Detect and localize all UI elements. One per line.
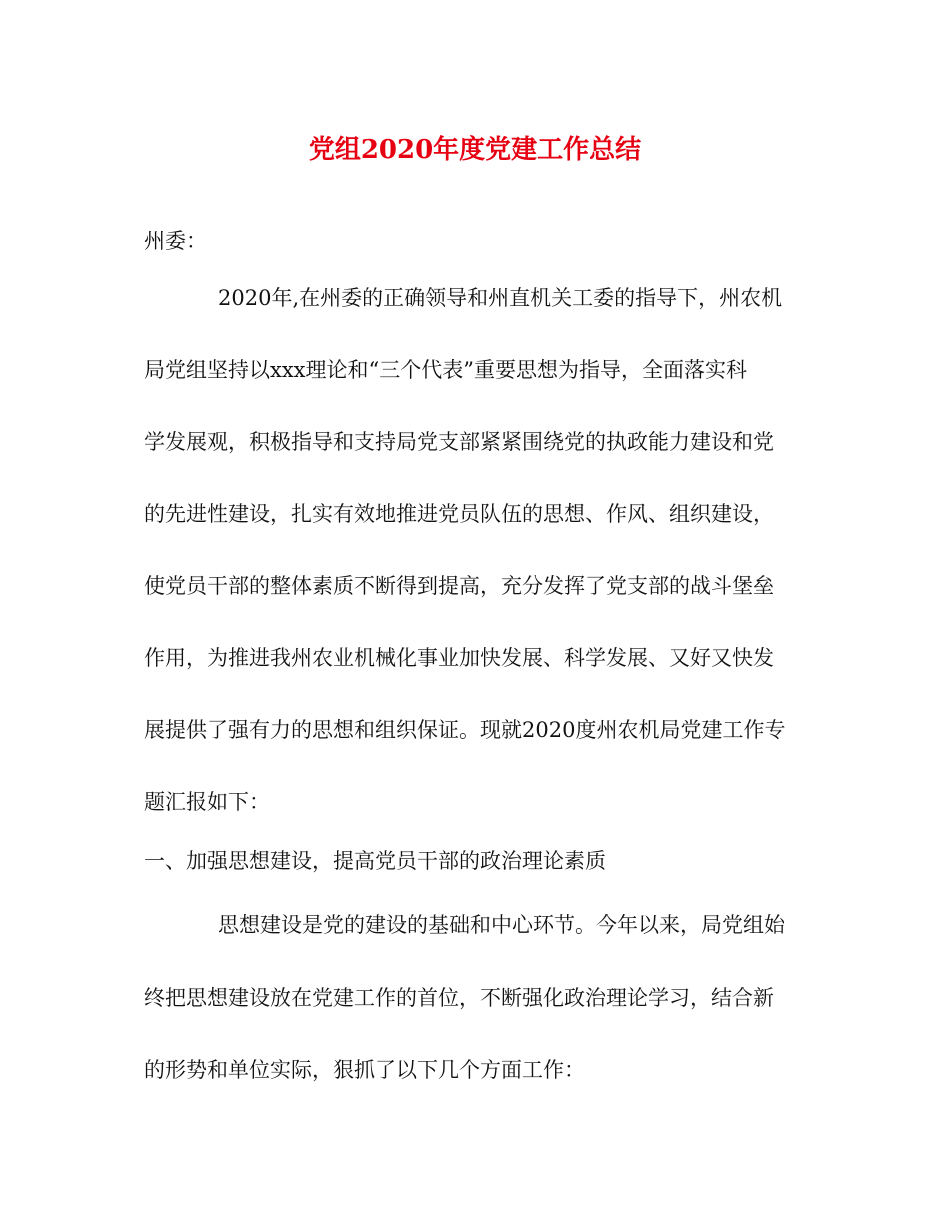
paragraph-line: 的先进性建设，扎实有效地推进党员队伍的思想、作风、组织建设， xyxy=(144,502,774,526)
paragraph-line: 学发展观，积极指导和支持局党支部紧紧围绕党的执政能力建设和党 xyxy=(144,430,774,454)
paragraph-line: 展提供了强有力的思想和组织保证。现就2020度州农机局党建工作专 xyxy=(144,718,786,742)
document-title: 党组2020年度党建工作总结 xyxy=(308,135,642,165)
paragraph-line: 2020年,在州委的正确领导和州直机关工委的指导下，州农机 xyxy=(218,286,783,310)
paragraph-line: 的形势和单位实际，狠抓了以下几个方面工作： xyxy=(144,1058,585,1082)
paragraph-line: 思想建设是党的建设的基础和中心环节。今年以来，局党组始 xyxy=(218,913,785,937)
salutation: 州委： xyxy=(144,229,207,253)
section-heading: 一、加强思想建设，提高党员干部的政治理论素质 xyxy=(144,849,606,873)
paragraph-line: 终把思想建设放在党建工作的首位，不断强化政治理论学习，结合新 xyxy=(144,986,774,1010)
paragraph-line: 题汇报如下： xyxy=(144,790,270,814)
paragraph-line: 局党组坚持以xxx理论和“三个代表”重要思想为指导，全面落实科 xyxy=(144,358,747,382)
paragraph-line: 使党员干部的整体素质不断得到提高，充分发挥了党支部的战斗堡垒 xyxy=(144,574,774,598)
paragraph-line: 作用，为推进我州农业机械化事业加快发展、科学发展、又好又快发 xyxy=(144,646,774,670)
